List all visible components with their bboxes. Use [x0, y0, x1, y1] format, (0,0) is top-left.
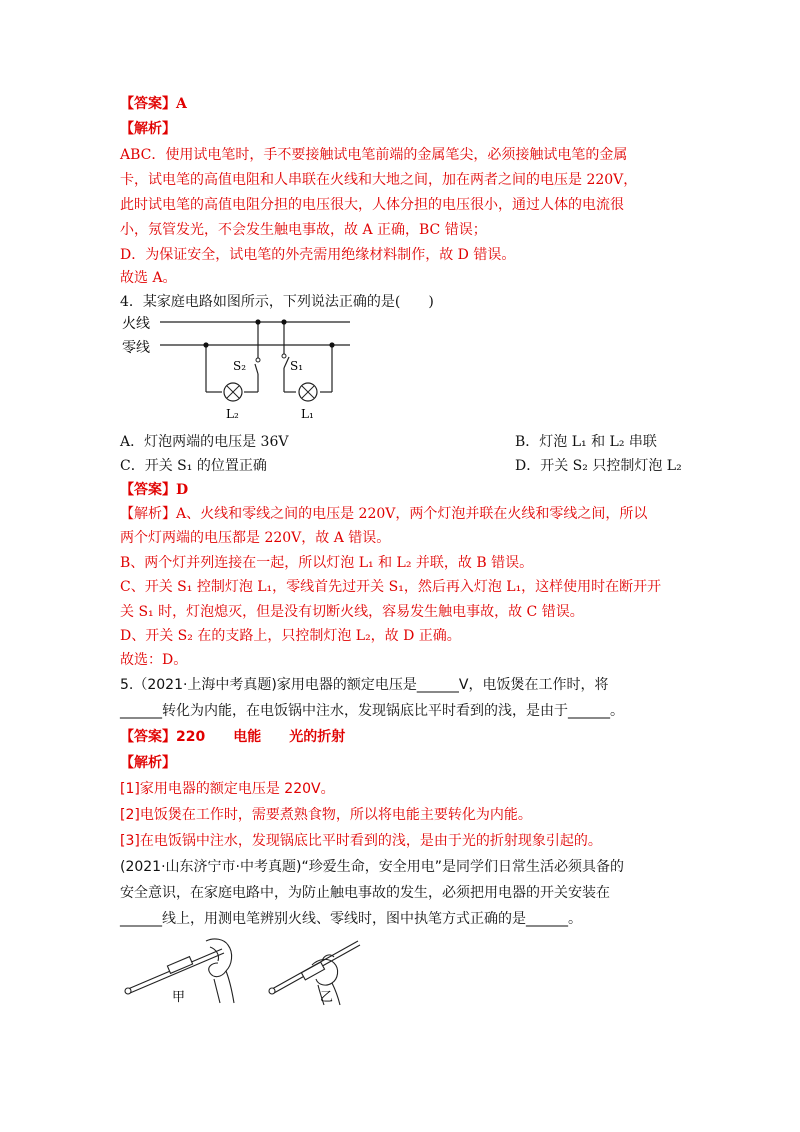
s2-contact [256, 358, 260, 362]
q6-stem-line: (2021·山东济宁市·中考真题)“珍爱生命，安全用电”是同学们日常生活必须具备的 [120, 859, 624, 875]
q5-stem-line: 5.（2021·上海中考真题)家用电器的额定电压是______V，电饭煲在工作时，将 [120, 677, 609, 693]
junction-dot [203, 342, 208, 347]
figure-label-yi: 乙 [320, 990, 334, 1005]
q4-option-b: B．灯泡 L₁ 和 L₂ 串联 [515, 434, 657, 450]
q3-analysis-line: ABC．使用试电笔时，手不要接触试电笔前端的金属笔尖，必须接触试电笔的金属 [120, 147, 628, 163]
test-pen-yi-icon [269, 941, 360, 1005]
q4-option-a: A．灯泡两端的电压是 36V [120, 434, 289, 450]
q3-conclusion: 故选 A。 [120, 270, 177, 286]
figure-label-jia: 甲 [172, 990, 186, 1005]
s2-label: S₂ [233, 359, 247, 373]
q6-test-pen-figure [122, 935, 372, 1007]
s1-contact [282, 354, 286, 358]
q4-answer: 【答案】D [120, 482, 189, 498]
q5-analysis-line: [2]电饭煲在工作时，需要煮熟食物，所以将电能主要转化为内能。 [120, 807, 532, 823]
q3-analysis-line: 此时试电笔的高值电阻分担的电压很大，人体分担的电压很小，通过人体的电流很 [120, 197, 624, 213]
q4-analysis-line: 关 S₁ 时，灯泡熄灭，但是没有切断火线，容易发生触电事故，故 C 错误。 [120, 604, 584, 620]
q4-circuit-diagram [118, 312, 358, 424]
lamp-l1-icon [299, 383, 317, 401]
q4-analysis-line: 两个灯两端的电压都是 220V，故 A 错误。 [120, 530, 391, 546]
q5-analysis-label: 【解析】 [120, 755, 176, 771]
q4-conclusion: 故选：D。 [120, 652, 188, 668]
q3-analysis-label: 【解析】 [120, 121, 176, 137]
lamp-l2-icon [224, 383, 242, 401]
q4-analysis-line: 【解析】A、火线和零线之间的电压是 220V，两个灯泡并联在火线和零线之间，所以 [120, 506, 648, 522]
q5-stem-line: ______转化为内能，在电饭锅中注水，发现锅底比平时看到的浅，是由于______。 [120, 703, 624, 719]
q4-analysis-line: B、两个灯并列连接在一起，所以灯泡 L₁ 和 L₂ 并联，故 B 错误。 [120, 555, 534, 571]
q3-analysis-line: 卡，试电笔的高值电阻和人串联在火线和大地之间，加在两者之间的电压是 220V， [120, 172, 638, 188]
q3-analysis-line: D．为保证安全，试电笔的外壳需用绝缘材料制作，故 D 错误。 [120, 247, 516, 263]
q6-stem-line: ______线上，用测电笔辨别火线、零线时，图中执笔方式正确的是______。 [120, 911, 582, 927]
q4-option-c: C．开关 S₁ 的位置正确 [120, 458, 267, 474]
q3-answer: 【答案】A [120, 96, 187, 112]
l2-label: L₂ [226, 407, 239, 421]
q4-analysis-line: D、开关 S₂ 在的支路上，只控制灯泡 L₂，故 D 正确。 [120, 628, 461, 644]
junction-dot [329, 342, 334, 347]
junction-dot [255, 319, 260, 324]
q4-stem: 4．某家庭电路如图所示，下列说法正确的是( ) [120, 294, 434, 310]
s1-label: S₁ [290, 359, 304, 373]
live-wire-label: 火线 [122, 316, 150, 332]
q6-stem-line: 安全意识，在家庭电路中，为防止触电事故的发生，必须把用电器的开关安装在 [120, 885, 610, 901]
q5-analysis-line: [1]家用电器的额定电压是 220V。 [120, 781, 335, 797]
junction-dot [281, 319, 286, 324]
q3-analysis-line: 小，氖管发光，不会发生触电事故，故 A 正确，BC 错误； [120, 222, 487, 238]
neutral-wire-label: 零线 [122, 340, 150, 356]
q4-analysis-line: C、开关 S₁ 控制灯泡 L₁，零线首先过开关 S₁，然后再入灯泡 L₁，这样使用时在断开开 [120, 579, 662, 595]
q5-analysis-line: [3]在电饭锅中注水，发现锅底比平时看到的浅，是由于光的折射现象引起的。 [120, 833, 602, 849]
l1-label: L₁ [301, 407, 314, 421]
q5-answer: 【答案】220 电能 光的折射 [120, 729, 346, 745]
q4-option-d: D．开关 S₂ 只控制灯泡 L₂ [515, 458, 682, 474]
